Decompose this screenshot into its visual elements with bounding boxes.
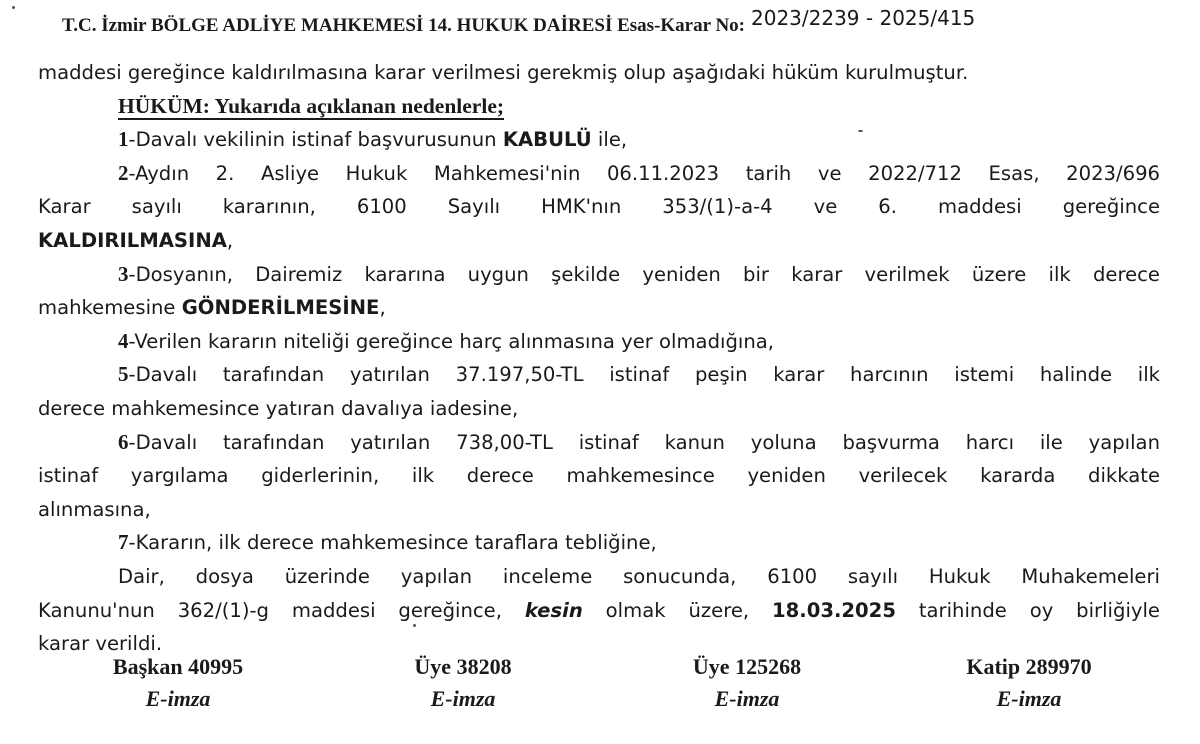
- closing-text: tarihinde oy birliğiyle: [895, 598, 1160, 622]
- item-text: mahkemesine: [38, 296, 182, 320]
- item-number: 7: [118, 530, 129, 555]
- signer-title: Başkan 40995: [112, 654, 244, 679]
- item-2-line-1: [38, 157, 1160, 191]
- item-text: -Kararın, ilk derece mahkemesince taraflara tebliğine,: [128, 531, 657, 555]
- closing-text: Kanunu'nun 362/(1)-g maddesi gereğince,: [38, 598, 525, 622]
- item-4: [38, 325, 1160, 359]
- item-number: 2: [118, 160, 129, 185]
- item-emphasis: GÖNDERİLMESİNE: [181, 296, 380, 320]
- item-text: -Davalı tarafından yatırılan 37.197,50-TL istinaf peşin karar harcının istemi halinde ilk: [128, 363, 1160, 387]
- signer-title: Katip 289970: [966, 654, 1092, 679]
- signature-clerk: [909, 652, 1149, 716]
- item-6-line-2: istinaf yargılama giderlerinin, ilk derece mahkemesince yeniden verilecek kararda dikkate: [38, 464, 1160, 488]
- closing-line-2: [38, 594, 1160, 628]
- item-text: -Aydın 2. Asliye Hukuk Mahkemesi'nin 06.11.2023 tarih ve 2022/712 Esas, 2023/696: [128, 161, 1160, 185]
- scan-speck: [413, 624, 416, 627]
- signature-member-2: [627, 652, 867, 716]
- item-2-line-2: Karar sayılı kararının, 6100 Sayılı HMK'nın 353/(1)-a-4 ve 6. maddesi gereğince: [38, 195, 1160, 219]
- signer-title: Üye 125268: [692, 654, 802, 679]
- item-text: -Dosyanın, Dairemiz kararına uygun şekilde yeniden bir karar verilmek üzere ilk derece: [128, 262, 1160, 286]
- e-signature: E-imza: [996, 686, 1062, 711]
- item-1: [38, 123, 1160, 157]
- e-signature: E-imza: [430, 686, 496, 711]
- intro-line: maddesi gereğince kaldırılmasına karar verilmesi gerekmiş olup aşağıdaki hüküm kurulmuştur.: [38, 61, 969, 84]
- court-name: T.C. İzmir BÖLGE ADLİYE MAHKEMESİ 14. HUKUK DAİRESİ Esas-Karar No:: [62, 15, 745, 36]
- e-signature: E-imza: [714, 686, 780, 711]
- item-7: [38, 526, 1160, 560]
- item-emphasis: KALDIRILMASINA: [38, 228, 227, 252]
- item-emphasis: KABULÜ: [502, 128, 592, 152]
- item-number: 1: [118, 127, 129, 152]
- item-number: 5: [118, 362, 129, 387]
- verdict-heading: HÜKÜM: Yukarıda açıklanan nedenlerle;: [118, 93, 505, 118]
- item-text: -Davalı tarafından yatırılan 738,00-TL istinaf kanun yoluna başvurma harcı ile yapılan: [128, 430, 1160, 454]
- item-6-line-1: [38, 426, 1160, 460]
- e-signature: E-imza: [145, 686, 211, 711]
- item-3-line-1: [38, 258, 1160, 292]
- item-text: ,: [226, 228, 234, 252]
- closing-line-1: Dair, dosya üzerinde yapılan inceleme sonucunda, 6100 sayılı Hukuk Muhakemeleri: [118, 564, 1160, 588]
- item-number: 4: [118, 328, 129, 353]
- case-decision-numbers: 2023/2239 - 2025/415: [751, 6, 976, 30]
- item-number: 3: [118, 261, 129, 286]
- item-2-line-3: [38, 224, 1160, 258]
- closing-text: olmak üzere,: [582, 598, 772, 622]
- item-text: ile,: [591, 128, 628, 152]
- item-text: ,: [379, 296, 386, 320]
- closing-line-3: karar verildi.: [38, 632, 163, 656]
- item-number: 6: [118, 429, 129, 454]
- document-header: [62, 6, 1192, 48]
- item-6-line-3: alınmasına,: [38, 497, 151, 521]
- verdict-heading-line: [38, 90, 1160, 124]
- decision-body: [38, 56, 1160, 661]
- item-3-line-2: [38, 291, 1160, 325]
- item-5-line-2: derece mahkemesince yatıran davalıya iadesine,: [38, 396, 519, 420]
- decision-date: 18.03.2025: [772, 598, 896, 622]
- signature-member-1: [343, 652, 583, 716]
- signature-president: [58, 652, 298, 716]
- item-text: -Verilen kararın niteliği gereğince harç alınmasına yer olmadığına,: [128, 329, 774, 353]
- scan-speck: [12, 6, 15, 9]
- finality-term: kesin: [524, 598, 583, 622]
- signer-title: Üye 38208: [414, 654, 512, 679]
- item-text: -Davalı vekilinin istinaf başvurusunun: [128, 128, 503, 152]
- scan-speck: [858, 130, 863, 132]
- signature-block: [30, 652, 1180, 722]
- item-5-line-1: [38, 358, 1160, 392]
